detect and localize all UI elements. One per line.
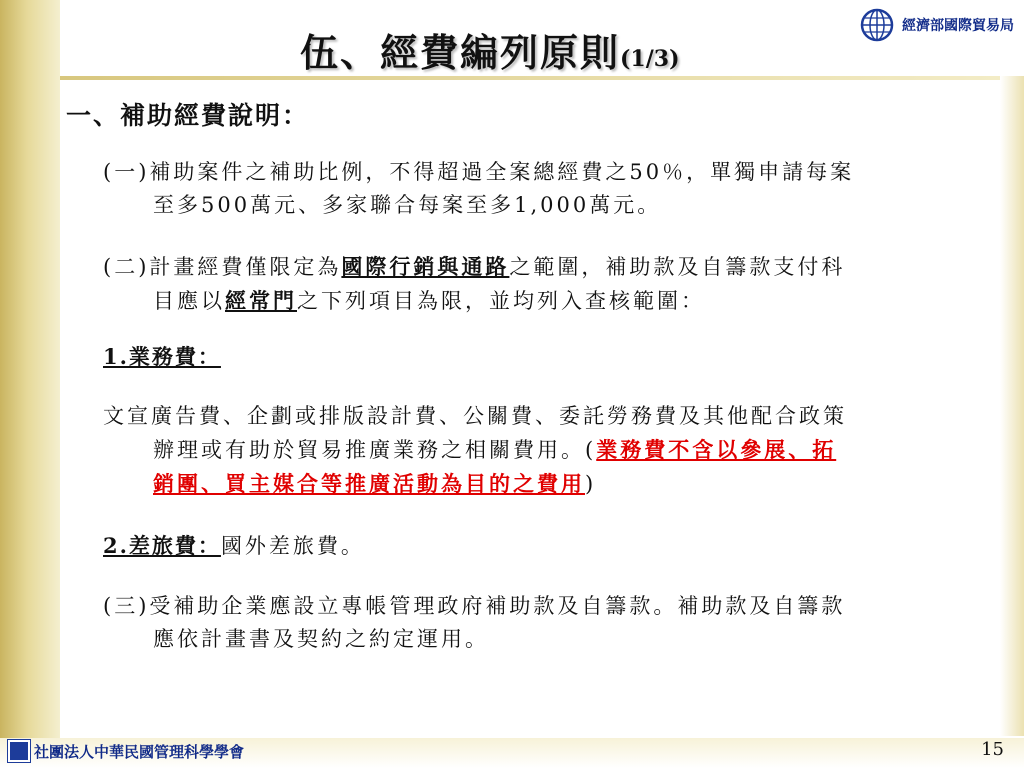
globe-icon <box>860 8 894 42</box>
paragraph-expense-scope <box>103 250 988 318</box>
subheading-label: 1.業務費： <box>103 344 221 369</box>
organization-logo-icon <box>8 740 30 762</box>
emphasis-recurring-expenses: 經常門 <box>225 288 297 313</box>
warning-text: 銷團、買主媒合等推廣活動為目的之費用 <box>153 471 585 496</box>
paragraph-text: 辦理或有助於貿易推廣業務之相關費用。( <box>153 438 597 462</box>
page-number: 15 <box>981 739 1004 760</box>
paragraph-text: 之下列項目為限，並均列入查核範圍： <box>297 289 705 313</box>
warning-text: 業務費不含以參展、拓 <box>596 437 837 462</box>
paragraph-subsidy-ratio <box>103 156 988 222</box>
paragraph-line: (三)受補助企業應設立專帳管理政府補助款及自籌款。補助款及自籌款 <box>103 594 846 618</box>
paragraph-text: (二)計畫經費僅限定為 <box>103 255 342 279</box>
paragraph-line: (一)補助案件之補助比例，不得超過全案總經費之50％，單獨申請每案 <box>103 160 855 184</box>
paragraph-text: 目應以 <box>153 289 225 313</box>
subheading-label: 2.差旅費： <box>103 533 221 558</box>
slide-title-page-part: (1/3) <box>620 46 680 72</box>
left-decorative-band <box>0 0 60 768</box>
paragraph-separate-account <box>103 590 988 656</box>
paragraph-line <box>103 433 988 467</box>
section-heading: 一、補助經費說明： <box>66 101 310 130</box>
paragraph-line <box>103 467 988 501</box>
footer-organization <box>8 740 244 762</box>
paragraph-line: 至多500萬元、多家聯合每案至多1,000萬元。 <box>153 193 662 217</box>
paragraph-text: 之範圍，補助款及自籌款支付科 <box>509 255 846 279</box>
agency-logo-block <box>860 8 1014 42</box>
subheading-business-expenses <box>103 341 221 371</box>
subheading-text: 國外差旅費。 <box>220 534 365 558</box>
slide-title <box>300 22 679 77</box>
slide-title-text: 伍、經費編列原則 <box>300 30 621 75</box>
agency-name: 經濟部國際貿易局 <box>902 18 1014 34</box>
emphasis-marketing-channels: 國際行銷與通路 <box>341 254 510 279</box>
paragraph-line <box>103 250 988 284</box>
paragraph-line <box>103 284 988 318</box>
paragraph-business-expense-items <box>103 400 988 501</box>
paragraph-line: 應依計畫書及契約之約定運用。 <box>153 627 489 651</box>
footer-organization-name: 社團法人中華民國管理科學學會 <box>34 742 245 761</box>
right-decorative-band <box>1000 76 1024 736</box>
paragraph-text: ) <box>585 472 597 496</box>
subheading-travel-expenses <box>103 530 365 560</box>
paragraph-line: 文宣廣告費、企劃或排版設計費、公關費、委託勞務費及其他配合政策 <box>103 404 847 428</box>
